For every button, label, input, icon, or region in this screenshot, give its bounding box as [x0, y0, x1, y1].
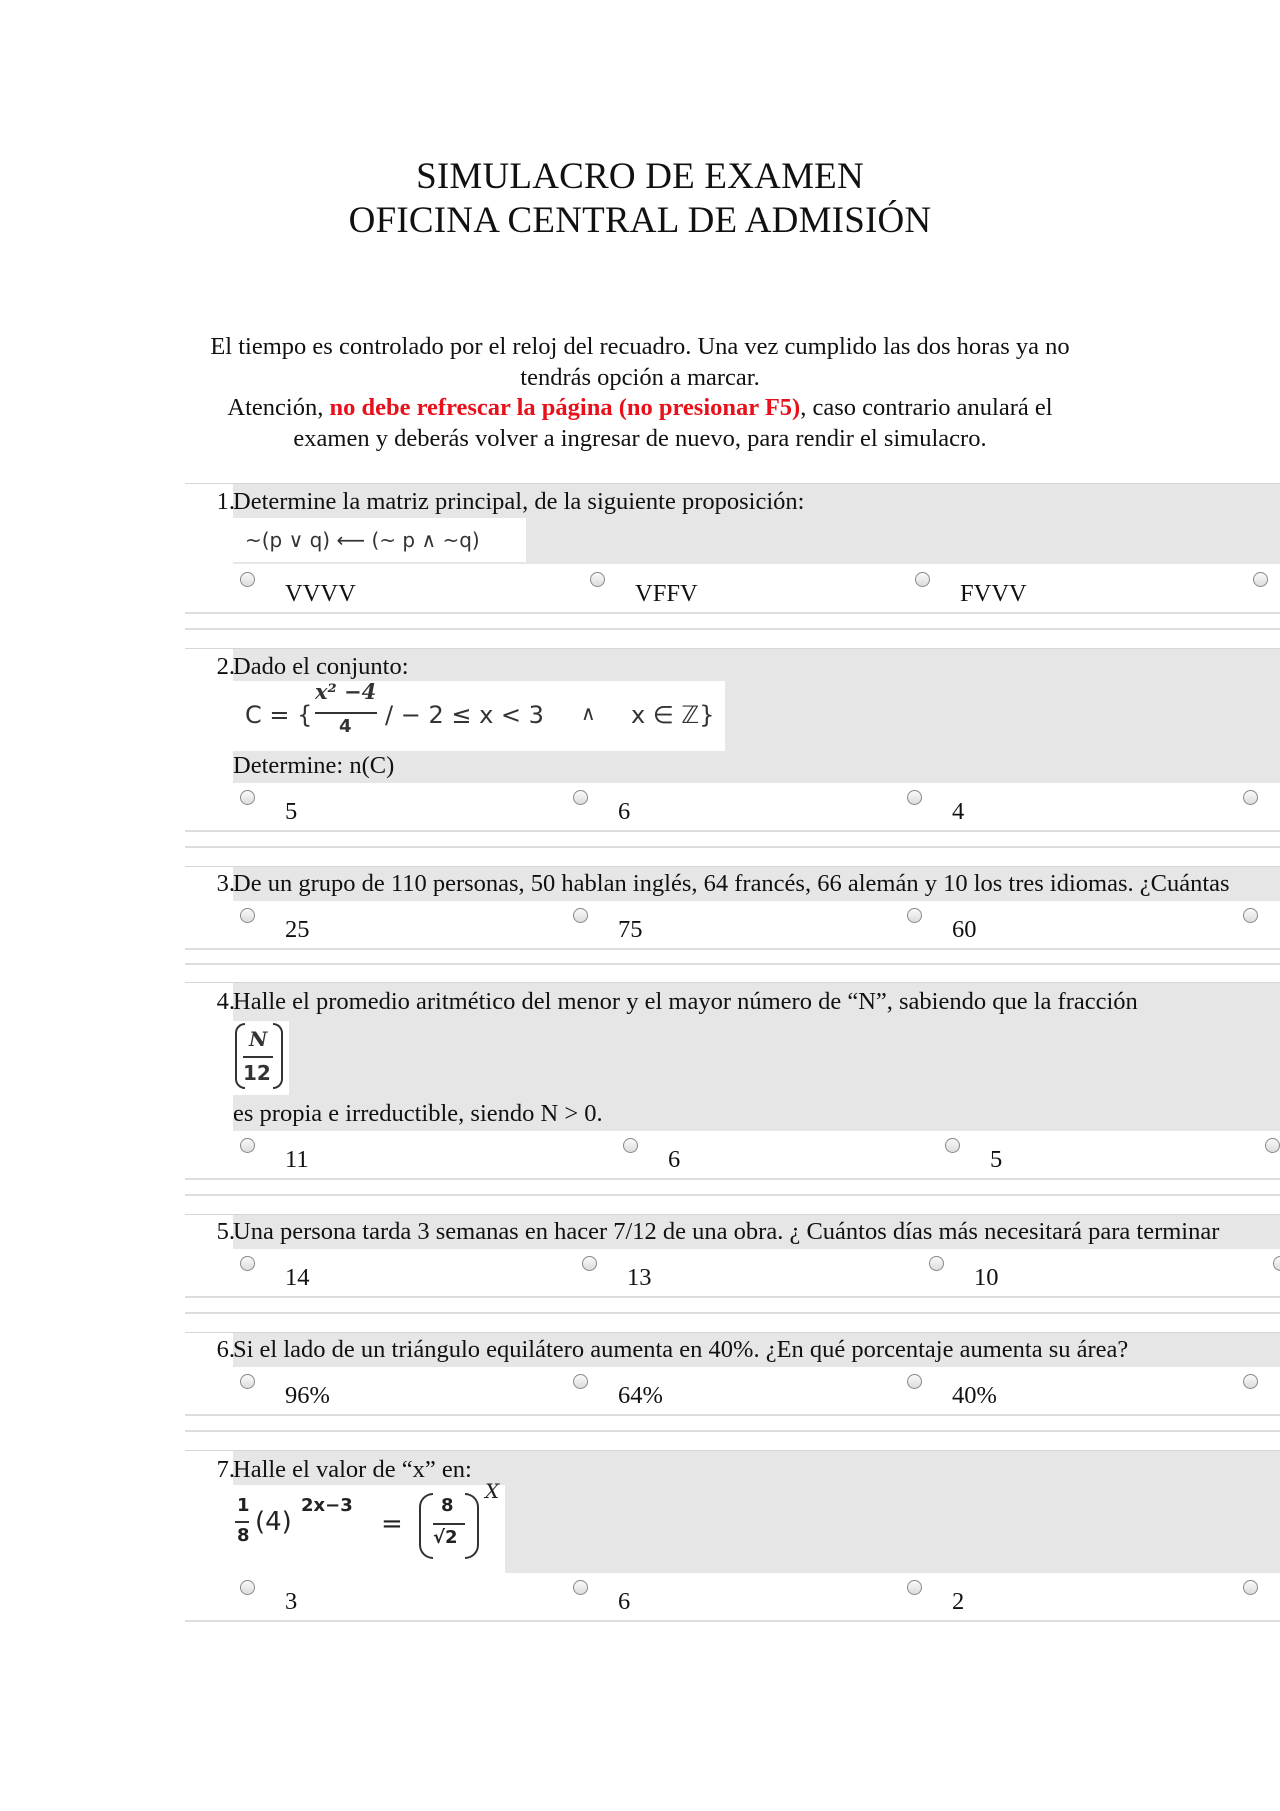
instructions	[180, 332, 1100, 454]
radio-button[interactable]	[907, 790, 922, 805]
question-1	[185, 483, 1280, 564]
radio-button[interactable]	[907, 1580, 922, 1595]
radio-button[interactable]	[573, 790, 588, 805]
fraction-denominator: 4	[339, 716, 352, 737]
radio-button[interactable]	[1265, 1138, 1280, 1153]
radio-button[interactable]	[907, 1374, 922, 1389]
inner-numerator: 8	[441, 1495, 454, 1516]
radio-button[interactable]	[582, 1256, 597, 1271]
option-label: 5	[990, 1146, 1003, 1173]
attention-label: Atención,	[227, 394, 330, 421]
formula-prefix: C = {	[245, 701, 313, 729]
question-subtext: es propia e irreductible, siendo N > 0.	[233, 1100, 603, 1127]
question-number: 2.	[216, 653, 235, 680]
page-title-line2: OFICINA CENTRAL DE ADMISIÓN	[348, 200, 932, 241]
answer-row-6	[185, 1368, 1280, 1416]
question-text: Halle el promedio aritmético del menor y el mayor número de “N”, sabiendo que la fracción	[233, 988, 1138, 1015]
instructions-line3	[180, 393, 1100, 424]
radio-button[interactable]	[240, 1256, 255, 1271]
option-label: 96%	[285, 1382, 330, 1409]
radio-button[interactable]	[1243, 1580, 1258, 1595]
radio-button[interactable]	[1243, 790, 1258, 805]
option-label: 6	[618, 798, 631, 825]
option-label: 25	[285, 916, 310, 943]
instructions-line4: examen y deberás volver a ingresar de nuevo, para rendir el simulacro.	[293, 424, 987, 452]
radio-button[interactable]	[240, 1374, 255, 1389]
option-label: 75	[618, 916, 643, 943]
question-3	[185, 866, 1280, 901]
equation-exponent: 2x−3	[301, 1495, 353, 1516]
question-subtext: Determine: n(C)	[233, 752, 395, 779]
fraction-numerator: 1	[237, 1495, 250, 1516]
question-number: 3.	[216, 870, 235, 897]
question-number: 4.	[216, 988, 235, 1015]
option-label: 11	[285, 1146, 309, 1173]
refresh-warning: no debe refrescar la página (no presionar F5)	[329, 394, 801, 421]
attention-tail: , caso contrario anulará el	[800, 394, 1053, 421]
option-label: 64%	[618, 1382, 663, 1409]
option-label: 10	[974, 1264, 999, 1291]
radio-button[interactable]	[573, 1580, 588, 1595]
radio-button[interactable]	[929, 1256, 944, 1271]
instructions-line1: El tiempo es controlado por el reloj del recuadro. Una vez cumplido las dos horas ya no	[210, 333, 1070, 360]
answer-row-4	[185, 1132, 1280, 1180]
radio-button[interactable]	[623, 1138, 638, 1153]
option-label: VVVV	[285, 580, 356, 607]
question-text: Determine la matriz principal, de la siguiente proposición:	[233, 488, 805, 515]
question-text: Si el lado de un triángulo equilátero aumenta en 40%. ¿En qué porcentaje aumenta su área?	[233, 1336, 1129, 1363]
radio-button[interactable]	[590, 572, 605, 587]
radio-button[interactable]	[240, 1580, 255, 1595]
question-2	[185, 648, 1280, 783]
option-label: 13	[627, 1264, 652, 1291]
answer-row-1	[185, 566, 1280, 614]
fraction-formula	[233, 1021, 289, 1095]
question-number: 1.	[216, 488, 235, 515]
answer-row-5	[185, 1250, 1280, 1298]
radio-button[interactable]	[1253, 572, 1268, 587]
radio-button[interactable]	[915, 572, 930, 587]
option-label: 2	[952, 1588, 965, 1615]
question-5	[185, 1214, 1280, 1249]
option-label: 14	[285, 1264, 310, 1291]
formula-condition: / − 2 ≤ x < 3	[385, 701, 544, 729]
option-label: 60	[952, 916, 977, 943]
radio-button[interactable]	[945, 1138, 960, 1153]
radio-button[interactable]	[240, 1138, 255, 1153]
option-label: 40%	[952, 1382, 997, 1409]
radio-button[interactable]	[573, 1374, 588, 1389]
radio-button[interactable]	[240, 790, 255, 805]
equation-base: (4)	[255, 1507, 292, 1537]
question-text: Dado el conjunto:	[233, 653, 409, 680]
answer-row-2	[185, 784, 1280, 832]
option-label: 4	[952, 798, 965, 825]
fraction-denominator: 12	[243, 1061, 271, 1085]
inner-denominator: √2	[433, 1527, 458, 1548]
proposition-formula: ~(p ∨ q) ⟵ (~ p ∧ ~q)	[233, 518, 526, 562]
question-text: Una persona tarda 3 semanas en hacer 7/12 de una obra. ¿ Cuántos días más necesitará para terminar	[233, 1218, 1220, 1245]
option-label: 5	[285, 798, 298, 825]
option-label: VFFV	[635, 580, 698, 607]
power-x: X	[485, 1479, 500, 1503]
fraction-numerator: x² −4	[315, 679, 377, 704]
page-title-line1: SIMULACRO DE EXAMEN	[416, 156, 864, 197]
question-6	[185, 1332, 1280, 1367]
instructions-line2: tendrás opción a marcar.	[520, 363, 760, 391]
equals-sign: =	[381, 1509, 403, 1539]
and-symbol: ∧	[581, 701, 596, 725]
formula-tail: x ∈ ℤ}	[631, 701, 715, 729]
answer-row-3	[185, 902, 1280, 950]
question-number: 5.	[216, 1218, 235, 1245]
set-formula	[233, 681, 725, 751]
option-label: 6	[618, 1588, 631, 1615]
fraction-numerator: N	[249, 1027, 268, 1051]
option-label: 3	[285, 1588, 298, 1615]
question-text: Halle el valor de “x” en:	[233, 1456, 472, 1483]
equation-formula	[233, 1479, 505, 1573]
question-text: De un grupo de 110 personas, 50 hablan inglés, 64 francés, 66 alemán y 10 los tres idiomas. ¿Cuántas	[233, 870, 1230, 897]
radio-button[interactable]	[907, 908, 922, 923]
question-7	[185, 1450, 1280, 1573]
option-label: FVVV	[960, 580, 1027, 607]
question-number: 7.	[216, 1456, 235, 1483]
radio-button[interactable]	[240, 572, 255, 587]
radio-button[interactable]	[1273, 1256, 1280, 1271]
radio-button[interactable]	[573, 908, 588, 923]
option-label: 6	[668, 1146, 681, 1173]
radio-button[interactable]	[1243, 908, 1258, 923]
question-number: 6.	[216, 1336, 235, 1363]
fraction-denominator: 8	[237, 1525, 250, 1546]
question-4	[185, 982, 1280, 1131]
radio-button[interactable]	[1243, 1374, 1258, 1389]
answer-row-7	[185, 1574, 1280, 1622]
radio-button[interactable]	[240, 908, 255, 923]
